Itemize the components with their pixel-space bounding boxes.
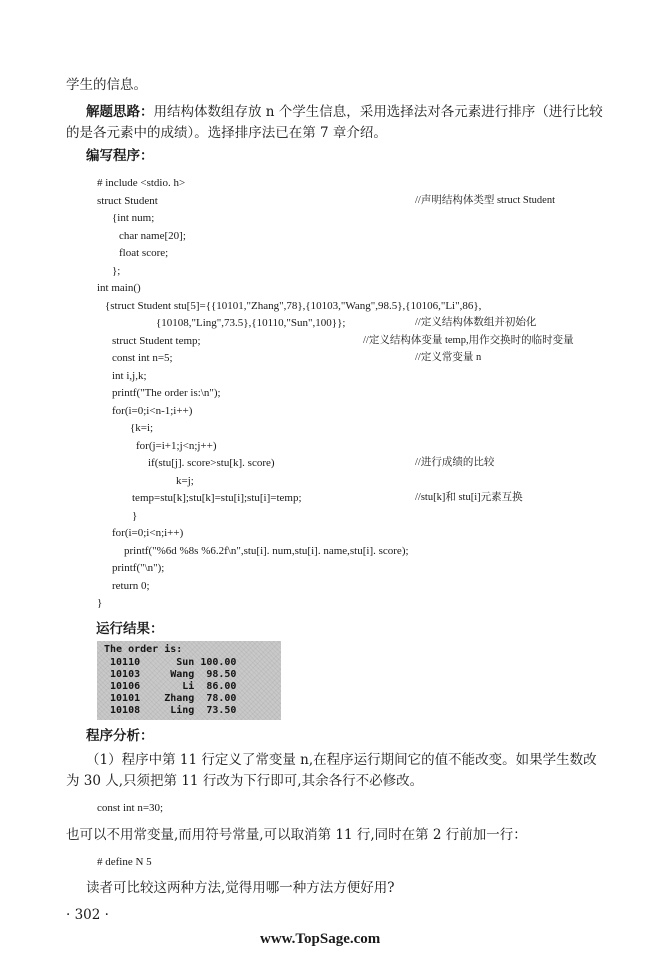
idea-paragraph-line2: 的是各元素中的成绩）。选择排序法已在第 7 章介绍。 (66, 125, 387, 141)
write-program-heading: 编写程序： (86, 148, 154, 164)
analysis-heading: 程序分析： (86, 728, 154, 744)
result-line: The order is: (104, 644, 183, 655)
analysis-paragraph1-line2: 为 30 人,只须把第 11 行改为下行即可,其余各行不必修改。 (66, 773, 424, 789)
code-line: } (97, 597, 103, 609)
code-line: {k=i; (130, 422, 154, 434)
idea-text: 用结构体数组存放 n 个学生信息，采用选择法对各元素进行排序（进行比较 (153, 104, 603, 120)
run-result-heading: 运行结果： (96, 621, 164, 637)
code-line: int i,j,k; (112, 370, 147, 382)
code-line: {10108,"Ling",73.5},{10110,"Sun",100}}; (156, 317, 346, 329)
code-line: int main() (97, 282, 141, 294)
code-line: printf("%6d %8s %6.2f\n",stu[i]. num,stu[i]. name,stu[i]. score); (124, 545, 409, 557)
code-line: {struct Student stu[5]={{10101,"Zhang",78},{10103,"Wang",98.5},{10106,"Li",86}, (105, 300, 482, 312)
code-line: }; (112, 265, 121, 277)
analysis-paragraph1-line1: （1）程序中第 11 行定义了常变量 n,在程序运行期间它的值不能改变。如果学生数改 (86, 752, 597, 768)
code-line: for(i=0;i<n-1;i++) (112, 405, 193, 417)
code-comment: //声明结构体类型 struct Student (415, 195, 555, 206)
code-comment: //stu[k]和 stu[i]元素互换 (415, 492, 523, 503)
code-comment: //进行成绩的比较 (415, 457, 495, 468)
code-line: return 0; (112, 580, 150, 592)
code-line: for(j=i+1;j<n;j++) (136, 440, 217, 452)
result-line: 10110 Sun 100.00 (104, 657, 237, 668)
code-line: temp=stu[k];stu[k]=stu[i];stu[i]=temp; (132, 492, 302, 504)
idea-paragraph-line1 (86, 103, 603, 121)
code-comment: //定义常变量 n (415, 352, 482, 363)
intro-line: 学生的信息。 (66, 77, 147, 93)
analysis-code-define: # define N 5 (97, 856, 152, 868)
code-line: char name[20]; (119, 230, 186, 242)
page-number: · 302 · (66, 907, 109, 923)
code-line: if(stu[j]. score>stu[k]. score) (148, 457, 275, 469)
result-line: 10106 Li 86.00 (104, 681, 237, 692)
result-line: 10108 Ling 73.50 (104, 705, 237, 716)
code-line: # include <stdio. h> (97, 177, 186, 189)
result-line: 10101 Zhang 78.00 (104, 693, 237, 704)
code-line: k=j; (176, 475, 194, 487)
code-line: float score; (119, 247, 169, 259)
analysis-paragraph3: 读者可比较这两种方法,觉得用哪一种方法方便好用? (86, 880, 395, 896)
result-line: 10103 Wang 98.50 (104, 669, 237, 680)
code-comment: //定义结构体变量 temp,用作交换时的临时变量 (363, 335, 574, 346)
footer-watermark-url: www.TopSage.com (260, 931, 381, 947)
code-line: const int n=5; (112, 352, 173, 364)
code-line: } (132, 510, 138, 522)
code-line: struct Student (97, 195, 158, 207)
analysis-paragraph2: 也可以不用常变量,而用符号常量,可以取消第 11 行,同时在第 2 行前加一行： (66, 827, 527, 843)
run-result-screenshot (97, 641, 281, 720)
code-line: {int num; (112, 212, 155, 224)
code-line: printf("The order is:\n"); (112, 387, 221, 399)
idea-label: 解题思路： (86, 104, 154, 120)
code-line: for(i=0;i<n;i++) (112, 527, 184, 539)
code-comment: //定义结构体数组并初始化 (415, 317, 537, 328)
code-line: printf("\n"); (112, 562, 165, 574)
analysis-code-const: const int n=30; (97, 802, 164, 814)
code-line: struct Student temp; (112, 335, 201, 347)
